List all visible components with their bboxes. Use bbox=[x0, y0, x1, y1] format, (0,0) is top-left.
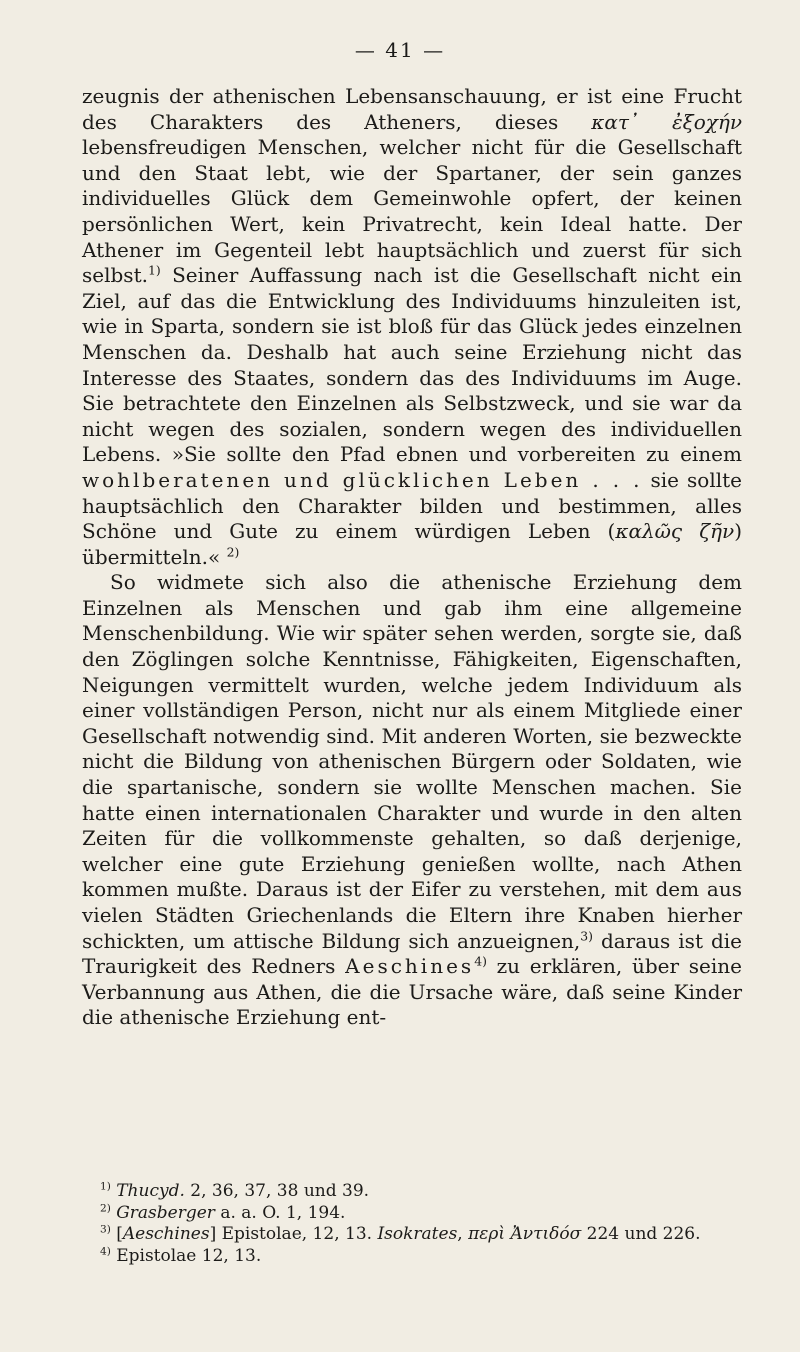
text-run: zeugnis der athenischen Lebensanschauung, er ist eine Frucht des Charakters des Atheners, dieses bbox=[82, 84, 742, 134]
footnote-marker: 2) bbox=[226, 544, 240, 560]
greek-phrase: κατ᾽ ἐξοχήν bbox=[591, 109, 742, 134]
text-run: zu erklären, über seine Verbannung aus Athen, die die Ursache wäre, daß seine Kinder die athenische Erziehung ent- bbox=[82, 954, 742, 1030]
text-run: Epistolae 12, 13. bbox=[110, 1245, 262, 1266]
footnote-marker: 4) bbox=[474, 953, 487, 969]
greek-phrase: περὶ Ἀντιδόσ bbox=[468, 1224, 582, 1244]
text-run: lebensfreudigen Menschen, welcher nicht für die Gesellschaft und den Staat lebt, wie der Spartaner, der sein ganzes individuelles Glück dem Gemeinwohle opfert, der keinen persönlichen Wert, kein Privatrecht, kein Ideal hatte. Der Athener im Gegenteil lebt hauptsächlich und zuerst für sich selbst. bbox=[82, 135, 742, 288]
footnote bbox=[82, 1181, 742, 1203]
emphasized-text: wohlberatenen und glücklichen Leben . . . bbox=[82, 467, 643, 492]
greek-phrase: καλῶς ζῆν bbox=[615, 519, 735, 544]
text-run: Seiner Auffassung nach ist die Gesellschaft nicht ein Ziel, auf das die Entwicklung des Individuums hinzuleiten ist, wie in Sparta, sondern sie ist bloß für das Glück jedes einzelnen Menschen da. Deshalb hat auch seine Erziehung nicht das Interesse des Staates, sondern das des Individuums im Auge. Sie betrachtete den Einzelnen als Selbstzweck, und sie war da nicht wegen des sozialen, sondern wegen des individuellen Lebens. »Sie sollte den Pfad ebnen und vorbereiten zu einem bbox=[82, 263, 742, 467]
text-run: ) übermitteln.« bbox=[82, 519, 742, 569]
footnote-marker: 3) bbox=[100, 1223, 111, 1236]
body-text bbox=[82, 84, 742, 1031]
footnote bbox=[82, 1203, 742, 1225]
paragraph bbox=[82, 84, 742, 570]
text-run: , bbox=[457, 1224, 469, 1244]
emphasized-text: Aeschines bbox=[345, 954, 475, 979]
footnote-marker: 1) bbox=[100, 1180, 111, 1193]
text-run: sie sollte hauptsächlich den Charakter bilden und bestimmen, alles Schöne und Gute zu einem würdigen Leben ( bbox=[82, 467, 742, 544]
citation-name: Thucyd. bbox=[116, 1181, 185, 1201]
footnote-marker: 1) bbox=[147, 262, 161, 278]
text-run: 224 und 226. bbox=[581, 1224, 701, 1244]
text-run: 2, 36, 37, 38 und 39. bbox=[184, 1181, 370, 1201]
footnote bbox=[82, 1246, 742, 1268]
text-run: [ bbox=[110, 1224, 123, 1244]
paragraph bbox=[82, 570, 742, 1031]
text-run: daraus ist die Traurigkeit des Redners bbox=[82, 928, 742, 979]
footnote bbox=[82, 1224, 742, 1246]
citation-name: Isokrates bbox=[377, 1224, 458, 1244]
footnote-marker: 2) bbox=[100, 1201, 111, 1214]
text-run: ] Epistolae, 12, 13. bbox=[209, 1224, 378, 1244]
footnote-marker: 4) bbox=[100, 1244, 111, 1257]
text-run: a. a. O. 1, 194. bbox=[214, 1202, 346, 1223]
citation-name: Aeschines bbox=[122, 1224, 210, 1244]
page-number: — 41 — bbox=[354, 38, 446, 62]
text-run: So widmete sich also die athenische Erziehung dem Einzelnen als Menschen und gab ihm eine allgemeine Menschenbildung. Wie wir später sehen werden, sorgte sie, daß den Zöglingen solche Kenntnisse, Fähigkeiten, Eigenschaften, Neigungen vermittelt wurden, welche jedem Individuum als einer vollständigen Person, nicht nur als einem Mitgliede einer Gesellschaft notwendig sind. Mit anderen Worten, sie bezweckte nicht die Bildung von athenischen Bürgern oder Soldaten, wie die spartanische, sondern sie wollte Menschen machen. Sie hatte einen internationalen Charakter und wurde in den alten Zeiten für die vollkommenste gehalten, so daß derjenige, welcher eine gute Erziehung genießen wollte, nach Athen kommen mußte. Daraus ist der Eifer zu verstehen, mit dem aus vielen Städten Griechenlands die Eltern ihre Knaben hierher schickten, um attische Bildung sich anzueignen, bbox=[82, 570, 742, 953]
footnote-marker: 3) bbox=[580, 927, 593, 943]
citation-name: Grasberger bbox=[116, 1202, 215, 1223]
footnotes bbox=[82, 1181, 742, 1267]
